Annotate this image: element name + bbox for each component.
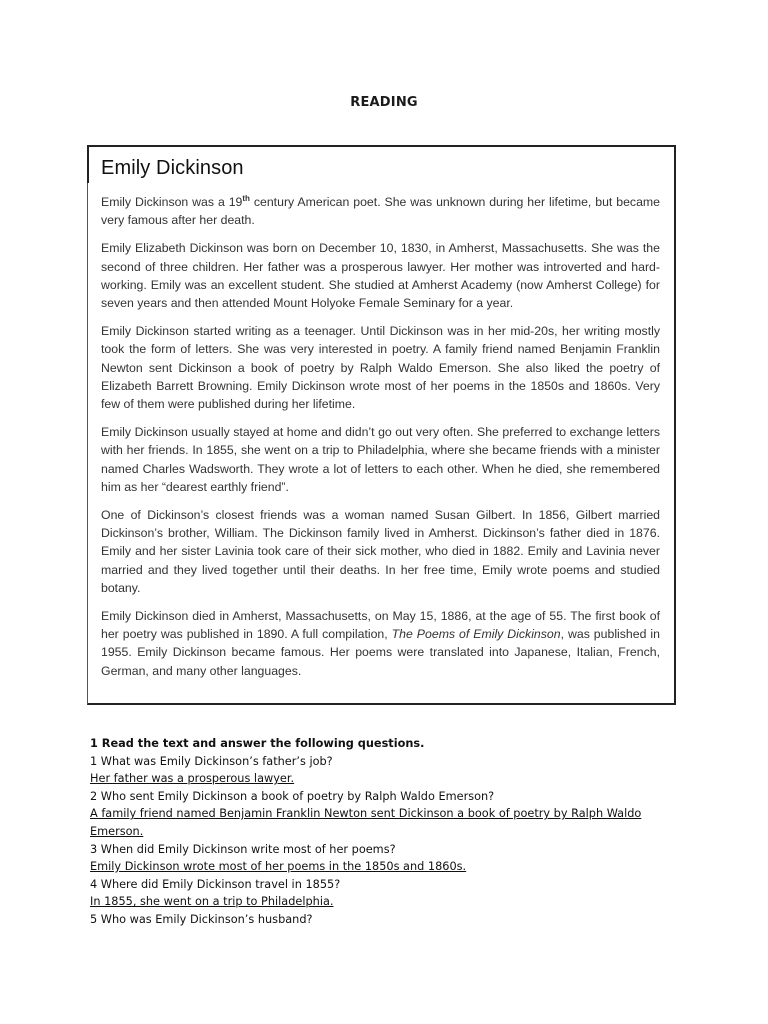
questions-instruction: 1 Read the text and answer the following questions. [90,737,425,750]
article-paragraph-6-part-b: , was published in 1955. Emily Dickinson became famous. Her poems were translated into Japanese, Italian, French, German, and many other languages. [101,627,660,678]
article-paragraph-2: Emily Elizabeth Dickinson was born on December 10, 1830, in Amherst, Massachusetts. She was the second of three children. Her father was a prosperous lawyer. Her mother was introverted and hard-working. Emily was an excellent student. She studied at Amherst Academy (now Amherst College) for seven years and then attended Mount Holyoke Female Seminary for a year. [101,241,660,311]
article-paragraph-1 [101,193,660,229]
article-box [87,145,676,705]
question-3: 3 When did Emily Dickinson write most of her poems? [90,842,396,856]
article-title: Emily Dickinson [101,157,244,179]
question-2: 2 Who sent Emily Dickinson a book of poetry by Ralph Waldo Emerson? [90,789,495,803]
page-heading: READING [350,95,418,110]
questions-section [90,735,670,929]
book-title: The Poems of Emily Dickinson [391,627,561,642]
article-paragraph-1-part-a: Emily Dickinson was a 19 [101,195,243,209]
article-paragraph-3: Emily Dickinson started writing as a teenager. Until Dickinson was in her mid-20s, her writing mostly took the form of letters. She was very interested in poetry. A family friend named Benjamin Franklin Newton sent Dickinson a book of poetry by Ralph Waldo Emerson. She also liked the poetry of Elizabeth Barrett Browning. Emily Dickinson wrote most of her poems in the 1850s and 1860s. Very few of them were published during her lifetime. [101,324,660,412]
question-1: 1 What was Emily Dickinson’s father’s job? [90,754,333,768]
article-paragraph-1-part-b: century American poet. She was unknown during her lifetime, but became very famous after her death. [101,195,661,228]
article-paragraph-5: One of Dickinson’s closest friends was a woman named Susan Gilbert. In 1856, Gilbert married Dickinson’s brother, William. The Dickinson family lived in Amherst. Dickinson’s father died in 1876. Emily and her sister Lavinia took care of their sick mother, who died in 1882. Emily and Lavinia never married and they lived together until their deaths. In her free time, Emily wrote poems and studied botany. [101,508,660,595]
question-5: 5 Who was Emily Dickinson’s husband? [90,912,313,926]
question-4: 4 Where did Emily Dickinson travel in 1855? [90,877,341,891]
article-paragraph-6 [101,607,660,680]
article-text [101,193,660,690]
answer-2: A family friend named Benjamin Franklin Newton sent Dickinson a book of poetry by Ralph Waldo Emerson. [90,807,642,838]
article-paragraph-6-part-a: Emily Dickinson died in Amherst, Massachusetts, on May 15, 1886, at the age of 55. The first book of her poetry was published in 1890. A full compilation, [101,609,660,642]
ordinal-superscript: th [242,194,250,203]
article-paragraph-4: Emily Dickinson usually stayed at home and didn’t go out very often. She preferred to exchange letters with her friends. In 1855, she went on a trip to Philadelphia, where she became friends with a minister named Charles Wadsworth. They wrote a lot of letters to each other. When he died, she remembered him as her “dearest earthly friend”. [101,425,660,494]
answer-3: Emily Dickinson wrote most of her poems in the 1850s and 1860s. [90,860,467,874]
answer-4: In 1855, she went on a trip to Philadelphia. [90,895,334,909]
answer-1: Her father was a prosperous lawyer. [90,772,295,786]
